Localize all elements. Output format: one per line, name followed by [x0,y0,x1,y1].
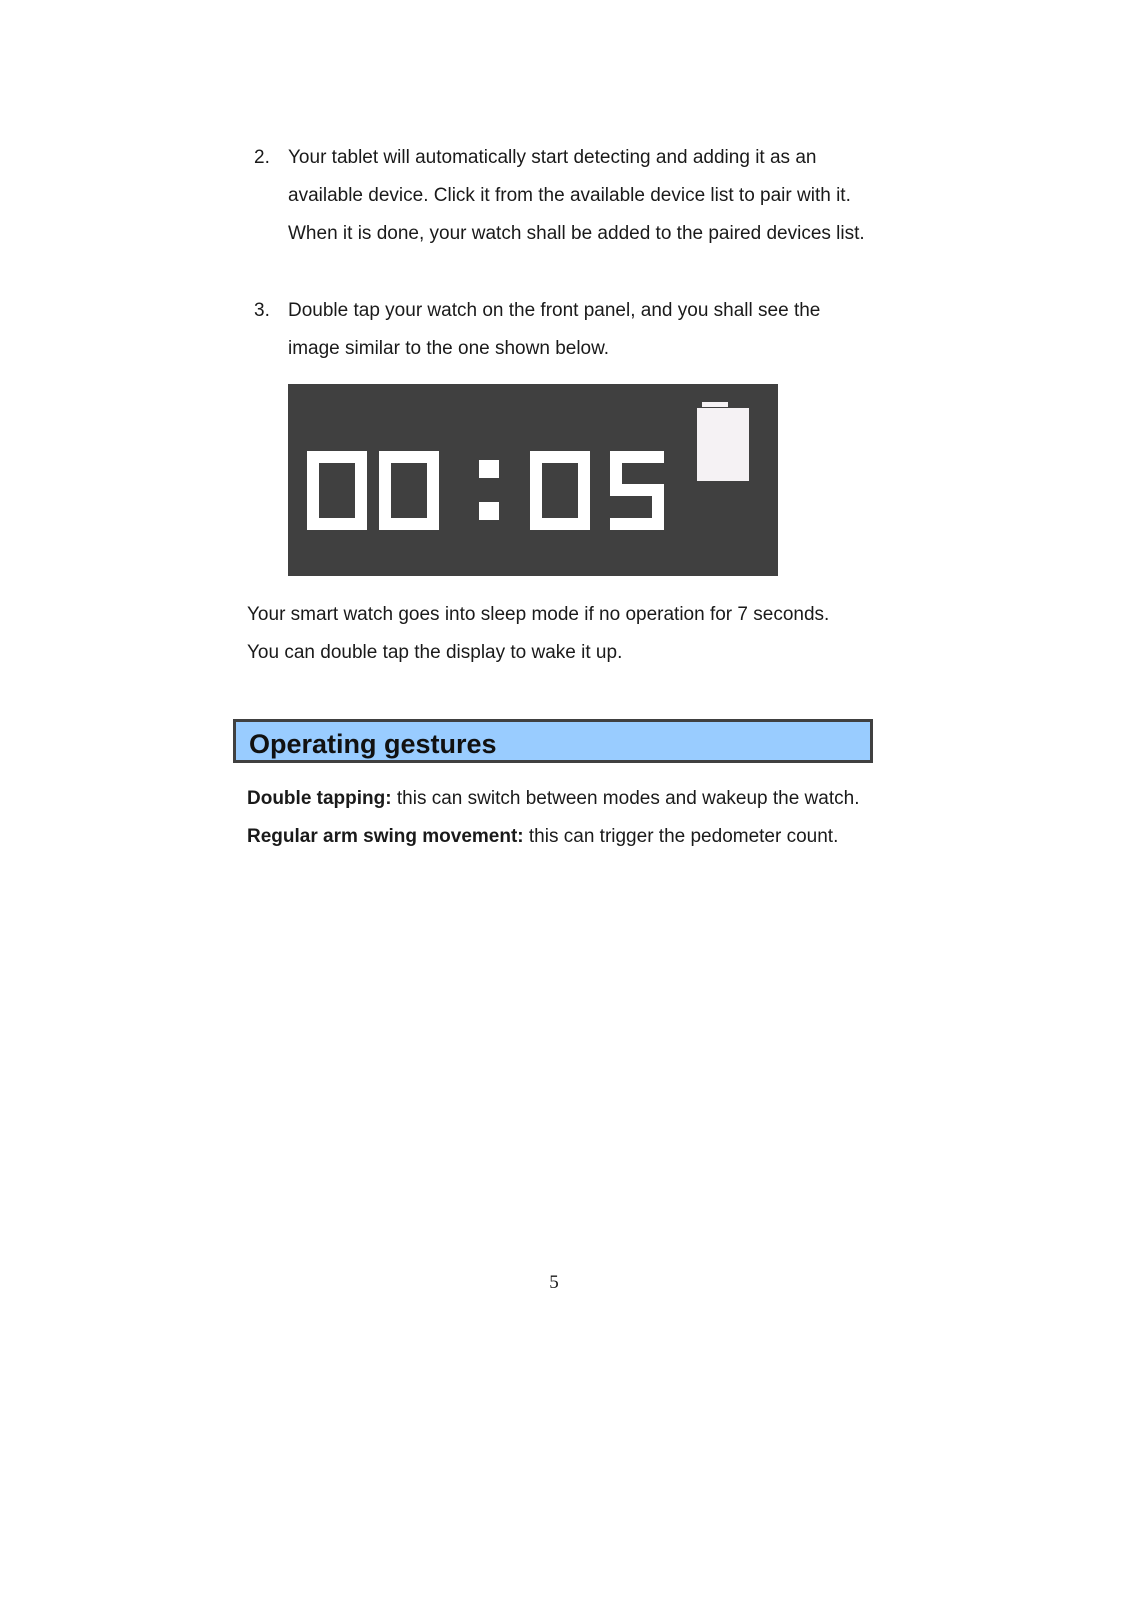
watch-display-svg [288,384,778,576]
step-number: 2. [254,147,270,168]
page-number: 5 [549,1272,559,1293]
list-item-step-3 [254,292,874,368]
step-line: image similar to the one shown below. [288,338,610,359]
gesture-item [247,780,887,818]
list-item-step-2 [254,139,874,253]
sleep-mode-note [247,596,887,672]
section-title: Operating gestures [249,729,497,759]
gesture-term: Double tapping: [247,788,392,809]
digit-5 [610,457,664,524]
gesture-description: this can trigger the pedometer count. [523,826,839,847]
watch-display-image [288,384,778,576]
step-line: Your tablet will automatically start detecting and adding it as an [288,147,817,168]
digit-0-a [313,457,361,524]
step-number: 3. [254,300,270,321]
step-line: When it is done, your watch shall be added to the paired devices list. [288,223,865,244]
section-heading [233,719,873,763]
note-line: Your smart watch goes into sleep mode if no operation for 7 seconds. [247,604,830,625]
step-line: available device. Click it from the available device list to pair with it. [288,185,851,206]
gesture-term: Regular arm swing movement: [247,826,524,847]
step-text [288,292,874,368]
step-text [288,139,874,253]
note-line: You can double tap the display to wake it up. [247,642,623,663]
gesture-description: this can switch between modes and wakeup the watch. [391,788,860,809]
battery-icon [697,402,749,481]
digit-0-b [385,457,433,524]
watch-colon [479,460,499,520]
digit-0-c [536,457,584,524]
gesture-list [247,780,887,856]
gesture-item [247,818,887,856]
step-line: Double tap your watch on the front panel, and you shall see the [288,300,821,321]
